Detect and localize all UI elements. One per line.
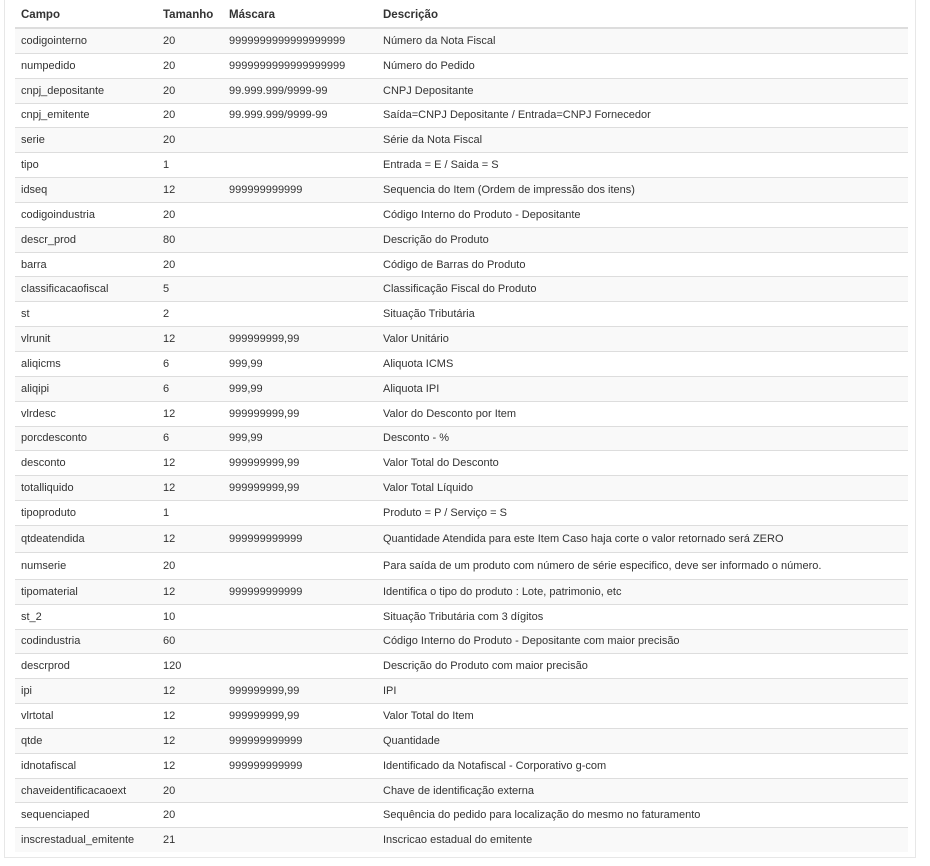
cell-tamanho: 12: [157, 728, 223, 753]
cell-descricao: IPI: [377, 679, 908, 704]
cell-descricao: Entrada = E / Saida = S: [377, 153, 908, 178]
cell-descricao: Descrição do Produto: [377, 227, 908, 252]
cell-descricao: Número da Nota Fiscal: [377, 28, 908, 53]
cell-mascara: 999999999,99: [223, 679, 377, 704]
cell-tamanho: 20: [157, 552, 223, 579]
cell-tamanho: 20: [157, 78, 223, 103]
table-row: [15, 525, 908, 552]
table-row: [15, 103, 908, 128]
cell-mascara: 999999999,99: [223, 704, 377, 729]
cell-campo: codigointerno: [15, 28, 157, 53]
table-row: [15, 202, 908, 227]
cell-tamanho: 12: [157, 451, 223, 476]
cell-tamanho: 12: [157, 753, 223, 778]
cell-campo: codindustria: [15, 629, 157, 654]
cell-tamanho: 20: [157, 128, 223, 153]
cell-tamanho: 12: [157, 476, 223, 501]
cell-mascara: [223, 654, 377, 679]
cell-tamanho: 12: [157, 579, 223, 604]
cell-campo: tipo: [15, 153, 157, 178]
cell-descricao: Inscricao estadual do emitente: [377, 828, 908, 852]
table-row: [15, 728, 908, 753]
cell-descricao: Valor Total do Item: [377, 704, 908, 729]
cell-campo: aliqipi: [15, 376, 157, 401]
cell-tamanho: 6: [157, 351, 223, 376]
cell-campo: barra: [15, 252, 157, 277]
table-row: [15, 78, 908, 103]
table-row: [15, 376, 908, 401]
cell-descricao: Identifica o tipo do produto : Lote, patrimonio, etc: [377, 579, 908, 604]
table-row: [15, 426, 908, 451]
cell-mascara: [223, 501, 377, 526]
cell-campo: numpedido: [15, 53, 157, 78]
cell-descricao: Série da Nota Fiscal: [377, 128, 908, 153]
cell-campo: vlrdesc: [15, 401, 157, 426]
cell-mascara: 999,99: [223, 376, 377, 401]
cell-tamanho: 20: [157, 28, 223, 53]
cell-tamanho: 120: [157, 654, 223, 679]
table-row: [15, 753, 908, 778]
table-row: [15, 128, 908, 153]
cell-tamanho: 5: [157, 277, 223, 302]
cell-descricao: Valor Unitário: [377, 327, 908, 352]
table-row: [15, 579, 908, 604]
table-row: [15, 227, 908, 252]
cell-campo: inscrestadual_emitente: [15, 828, 157, 852]
table-row: [15, 178, 908, 203]
cell-mascara: 999999999,99: [223, 401, 377, 426]
cell-tamanho: 60: [157, 629, 223, 654]
table-row: [15, 828, 908, 852]
cell-mascara: [223, 828, 377, 852]
cell-descricao: Situação Tributária: [377, 302, 908, 327]
cell-mascara: 999,99: [223, 351, 377, 376]
cell-tamanho: 20: [157, 778, 223, 803]
cell-descricao: Classificação Fiscal do Produto: [377, 277, 908, 302]
cell-campo: aliqicms: [15, 351, 157, 376]
table-body: [15, 28, 908, 852]
cell-descricao: Aliquota ICMS: [377, 351, 908, 376]
cell-tamanho: 20: [157, 252, 223, 277]
table-row: [15, 476, 908, 501]
header-tamanho: Tamanho: [157, 2, 223, 28]
header-mascara: Máscara: [223, 2, 377, 28]
cell-campo: tipoproduto: [15, 501, 157, 526]
cell-mascara: [223, 552, 377, 579]
cell-descricao: Produto = P / Serviço = S: [377, 501, 908, 526]
cell-mascara: [223, 604, 377, 629]
table-row: [15, 704, 908, 729]
cell-mascara: [223, 202, 377, 227]
cell-campo: classificacaofiscal: [15, 277, 157, 302]
cell-campo: ipi: [15, 679, 157, 704]
cell-campo: vlrunit: [15, 327, 157, 352]
cell-campo: qtde: [15, 728, 157, 753]
cell-tamanho: 20: [157, 53, 223, 78]
table-row: [15, 153, 908, 178]
cell-tamanho: 12: [157, 679, 223, 704]
cell-campo: cnpj_emitente: [15, 103, 157, 128]
cell-tamanho: 80: [157, 227, 223, 252]
cell-campo: idnotafiscal: [15, 753, 157, 778]
cell-descricao: CNPJ Depositante: [377, 78, 908, 103]
cell-campo: vlrtotal: [15, 704, 157, 729]
table-row: [15, 351, 908, 376]
table-row: [15, 629, 908, 654]
cell-mascara: 9999999999999999999: [223, 28, 377, 53]
cell-descricao: Descrição do Produto com maior precisão: [377, 654, 908, 679]
cell-mascara: [223, 302, 377, 327]
cell-descricao: Saída=CNPJ Depositante / Entrada=CNPJ Fornecedor: [377, 103, 908, 128]
cell-mascara: 99.999.999/9999-99: [223, 78, 377, 103]
table-row: [15, 28, 908, 53]
cell-tamanho: 6: [157, 376, 223, 401]
table-header: [15, 2, 908, 28]
cell-campo: descrprod: [15, 654, 157, 679]
cell-descricao: Valor Total do Desconto: [377, 451, 908, 476]
cell-campo: codigoindustria: [15, 202, 157, 227]
cell-descricao: Valor Total Líquido: [377, 476, 908, 501]
cell-descricao: Sequencia do Item (Ordem de impressão dos itens): [377, 178, 908, 203]
cell-tamanho: 12: [157, 525, 223, 552]
table-row: [15, 252, 908, 277]
cell-campo: serie: [15, 128, 157, 153]
cell-descricao: Identificado da Notafiscal - Corporativo g-com: [377, 753, 908, 778]
cell-tamanho: 21: [157, 828, 223, 852]
cell-mascara: [223, 277, 377, 302]
cell-campo: chaveidentificacaoext: [15, 778, 157, 803]
cell-tamanho: 12: [157, 704, 223, 729]
cell-tamanho: 12: [157, 178, 223, 203]
cell-mascara: 999999999999: [223, 178, 377, 203]
table-row: [15, 401, 908, 426]
cell-descricao: Situação Tributária com 3 dígitos: [377, 604, 908, 629]
table-panel: [4, 0, 916, 858]
cell-tamanho: 20: [157, 803, 223, 828]
cell-mascara: [223, 803, 377, 828]
cell-descricao: Aliquota IPI: [377, 376, 908, 401]
table-row: [15, 327, 908, 352]
table-row: [15, 277, 908, 302]
cell-tamanho: 1: [157, 501, 223, 526]
table-row: [15, 53, 908, 78]
cell-campo: cnpj_depositante: [15, 78, 157, 103]
cell-mascara: 999999999,99: [223, 451, 377, 476]
cell-campo: porcdesconto: [15, 426, 157, 451]
cell-mascara: [223, 153, 377, 178]
cell-campo: numserie: [15, 552, 157, 579]
cell-descricao: Código de Barras do Produto: [377, 252, 908, 277]
cell-campo: tipomaterial: [15, 579, 157, 604]
cell-mascara: 999,99: [223, 426, 377, 451]
cell-mascara: [223, 629, 377, 654]
header-descricao: Descrição: [377, 2, 908, 28]
cell-descricao: Código Interno do Produto - Depositante com maior precisão: [377, 629, 908, 654]
cell-mascara: [223, 227, 377, 252]
cell-campo: sequenciaped: [15, 803, 157, 828]
cell-descricao: Quantidade Atendida para este Item Caso haja corte o valor retornado será ZERO: [377, 525, 908, 552]
cell-mascara: 999999999,99: [223, 476, 377, 501]
cell-mascara: 99.999.999/9999-99: [223, 103, 377, 128]
cell-campo: desconto: [15, 451, 157, 476]
cell-tamanho: 12: [157, 401, 223, 426]
cell-mascara: 999999999999: [223, 753, 377, 778]
cell-descricao: Valor do Desconto por Item: [377, 401, 908, 426]
cell-campo: st: [15, 302, 157, 327]
cell-mascara: 999999999999: [223, 579, 377, 604]
table-row: [15, 803, 908, 828]
cell-descricao: Para saída de um produto com número de série especifico, deve ser informado o número.: [377, 552, 908, 579]
cell-campo: qtdeatendida: [15, 525, 157, 552]
fields-table: [15, 2, 908, 852]
cell-mascara: 9999999999999999999: [223, 53, 377, 78]
table-row: [15, 501, 908, 526]
cell-tamanho: 1: [157, 153, 223, 178]
cell-tamanho: 20: [157, 103, 223, 128]
cell-mascara: [223, 778, 377, 803]
cell-campo: idseq: [15, 178, 157, 203]
cell-descricao: Desconto - %: [377, 426, 908, 451]
cell-tamanho: 2: [157, 302, 223, 327]
table-row: [15, 654, 908, 679]
table-row: [15, 604, 908, 629]
cell-descricao: Código Interno do Produto - Depositante: [377, 202, 908, 227]
cell-descricao: Quantidade: [377, 728, 908, 753]
cell-descricao: Chave de identificação externa: [377, 778, 908, 803]
cell-campo: totalliquido: [15, 476, 157, 501]
table-row: [15, 552, 908, 579]
cell-mascara: 999999999,99: [223, 327, 377, 352]
cell-tamanho: 20: [157, 202, 223, 227]
cell-campo: st_2: [15, 604, 157, 629]
cell-descricao: Número do Pedido: [377, 53, 908, 78]
cell-tamanho: 10: [157, 604, 223, 629]
table-row: [15, 778, 908, 803]
table-row: [15, 451, 908, 476]
cell-tamanho: 6: [157, 426, 223, 451]
cell-mascara: [223, 252, 377, 277]
cell-mascara: [223, 128, 377, 153]
table-row: [15, 679, 908, 704]
header-campo: Campo: [15, 2, 157, 28]
cell-descricao: Sequência do pedido para localização do mesmo no faturamento: [377, 803, 908, 828]
cell-mascara: 999999999999: [223, 525, 377, 552]
cell-mascara: 999999999999: [223, 728, 377, 753]
cell-tamanho: 12: [157, 327, 223, 352]
table-row: [15, 302, 908, 327]
cell-campo: descr_prod: [15, 227, 157, 252]
